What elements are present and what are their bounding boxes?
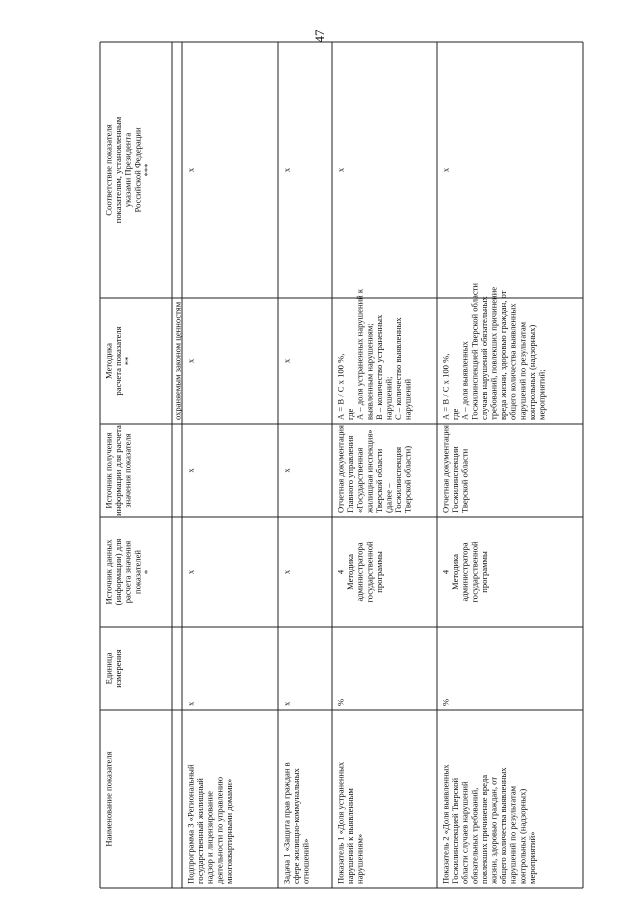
table-cell-line: требований, повлекших причинение xyxy=(488,286,499,420)
table-cell xyxy=(441,699,451,706)
table-cell-line: А – доля выявленных xyxy=(459,341,470,420)
header-cell-line: Российской Федерации xyxy=(132,127,143,213)
indicator-name-cell-line: многоквартирными домами» xyxy=(223,778,234,884)
header-cell-line: показателям, установленным xyxy=(113,116,124,224)
header-cell-line: Методика xyxy=(103,343,114,379)
header-cell xyxy=(104,326,133,395)
indicator-name-cell-line: деятельности по управлению xyxy=(214,776,225,884)
table-cell-line: Главного управления xyxy=(345,435,356,513)
table-cell xyxy=(441,541,489,603)
header-cell-line: Источник получения xyxy=(103,432,114,509)
table-cell-line: Методика xyxy=(345,554,356,590)
table-cell-line: х xyxy=(185,468,196,473)
table-cell xyxy=(282,358,292,363)
table-cell-line: А – доля устраненных нарушений к xyxy=(354,288,365,420)
table-cell-line: Методика xyxy=(450,554,461,590)
header-cell xyxy=(104,116,152,223)
table-cell-line: х xyxy=(281,167,292,173)
header-cell-line: показателей xyxy=(132,549,143,595)
table-cell-line: (далее – xyxy=(383,483,394,513)
indicator-name-cell-line: Подпрограмма 3 «Региональный xyxy=(185,764,196,884)
header-cell-line: измерения xyxy=(113,649,124,688)
header-cell-line: значения показателя xyxy=(122,433,133,508)
indicator-name-cell-line: нарушений к выявленным xyxy=(345,788,356,884)
indicator-name-cell xyxy=(441,764,537,885)
indicator-name-cell-line: повлекших причинение вреда xyxy=(478,774,489,884)
indicator-name-cell-line: мероприятий» xyxy=(526,831,537,884)
indicator-name-cell xyxy=(186,764,234,884)
table-cell-line: администратора xyxy=(459,542,470,602)
table-cell-line: 4 xyxy=(440,569,451,575)
continuation-cell-line: охраняемым законом ценностям xyxy=(172,301,183,420)
table-cell xyxy=(336,699,346,706)
table-cell xyxy=(282,468,292,473)
table-cell-line: государственной xyxy=(469,541,480,603)
table-cell-line: С – количество выявленных xyxy=(393,317,404,420)
table-cell xyxy=(336,541,384,603)
table-cell-line: х xyxy=(440,167,451,173)
indicator-name-cell-line: нарушений по результатам xyxy=(507,785,518,884)
page-number: 47 xyxy=(312,29,327,43)
table-cell-line: случаев нарушений обязательных xyxy=(478,296,489,420)
table-cell-line: жилищная инспекция» xyxy=(364,429,375,513)
table-cell-line: Отчетная документация xyxy=(440,425,451,513)
table-cell-line: программы xyxy=(373,551,384,593)
table-cell xyxy=(441,283,547,420)
table-cell-line: х xyxy=(185,569,196,575)
table-cell-line: Госжилинспекция xyxy=(393,446,404,513)
table-cell-line: х xyxy=(185,167,196,173)
table-cell xyxy=(282,167,292,172)
table-cell-line: Отчетная документация xyxy=(335,425,346,513)
table-cell xyxy=(186,701,196,706)
table-cell xyxy=(282,569,292,574)
header-cell-line: расчета показателя xyxy=(113,326,124,396)
table-cell-line: вреда жизни, здоровью граждан, от xyxy=(498,290,509,420)
indicator-name-cell-line: государственный жилищный xyxy=(195,778,206,884)
header-cell xyxy=(104,539,152,606)
indicator-name-cell-line: жизни, здоровью граждан, от xyxy=(488,776,499,884)
indicator-name-cell-line: Задача 1 «Защита прав граждан в xyxy=(281,762,292,884)
table-cell-line: х xyxy=(335,167,346,173)
table-cell xyxy=(186,468,196,473)
indicator-name-cell-line: контрольных (надзорных) xyxy=(517,788,528,884)
table-cell-line: выявленным нарушениям; xyxy=(364,323,375,420)
table-cell-line: х xyxy=(281,569,292,575)
table-cell-line: нарушений по результатам xyxy=(517,321,528,420)
table-cell-line: государственной xyxy=(364,541,375,603)
indicator-name-cell xyxy=(336,761,365,884)
indicator-name-cell-line: Показатель 2 «Доля выявленных xyxy=(440,764,451,884)
indicator-name-cell-line: отношений» xyxy=(300,838,311,884)
indicator-name-cell-line: Показатель 1 «Доля устраненных xyxy=(335,761,346,884)
table-cell-line: х xyxy=(281,468,292,473)
table-cell-line: В – количество устраненных xyxy=(373,314,384,420)
table-cell-line: общего количества выявленных xyxy=(507,303,518,420)
table-cell-line: нарушений; xyxy=(383,376,394,420)
table-cell-line: нарушений xyxy=(402,378,413,420)
table-cell-line: программы xyxy=(478,551,489,593)
header-cell-line: Источник данных xyxy=(103,539,114,605)
table-cell xyxy=(282,701,292,706)
table-cell-line: Тверской области xyxy=(373,448,384,513)
header-cell-line: (информации) для xyxy=(113,538,124,606)
table-cell-line: где xyxy=(450,408,461,420)
table-cell-line: % xyxy=(335,698,346,706)
table-cell-line: Тверской области xyxy=(459,448,470,513)
table-cell xyxy=(336,167,346,172)
table-cell-line: х xyxy=(185,701,196,706)
header-cell-line: ** xyxy=(122,356,133,366)
continuation-cell xyxy=(173,301,183,420)
header-cell xyxy=(104,649,124,687)
table-cell xyxy=(441,167,451,172)
indicator-name-cell-line: области случаев нарушений xyxy=(459,781,470,884)
table-cell-line: контрольных (надзорных) xyxy=(526,324,537,420)
table-cell xyxy=(441,425,470,513)
indicator-name-cell-line: Госжилинспекцией Тверской xyxy=(450,777,461,884)
header-cell xyxy=(104,751,114,846)
table-cell-line: А = В / С х 100 %, xyxy=(440,353,451,420)
table-cell-line: % xyxy=(440,698,451,706)
header-cell xyxy=(104,425,133,516)
table-cell-line: мероприятий; xyxy=(536,369,547,420)
indicator-name-cell-line: обязательных требований, xyxy=(469,787,480,884)
indicator-name-cell-line: общего количества выявленных xyxy=(498,767,509,884)
table-cell xyxy=(186,167,196,172)
table-cell xyxy=(186,569,196,574)
table-cell-line: администратора xyxy=(354,542,365,602)
table-cell-line: х xyxy=(185,358,196,364)
table-cell-line: х xyxy=(281,701,292,706)
header-cell-line: указами Президента xyxy=(122,132,133,208)
table-cell-line: где xyxy=(345,408,356,420)
header-cell-line: * xyxy=(141,569,152,575)
table-cell-line: «Государственная xyxy=(354,447,365,513)
header-cell-line: Наименование показателя xyxy=(103,751,114,847)
indicator-name-cell-line: надзор и лицензирование xyxy=(204,791,215,884)
table-cell-line: Госжилинспекцией Тверской области xyxy=(469,283,480,420)
table-cell-line: Тверской области) xyxy=(402,445,413,513)
header-cell-line: Единица xyxy=(103,652,114,685)
header-cell-line: расчета значения xyxy=(122,540,133,604)
header-cell-line: информации для расчета xyxy=(113,425,124,516)
indicator-name-cell-line: сфере жилищно-коммунальных xyxy=(291,768,302,884)
indicator-name-cell xyxy=(282,762,311,884)
table-cell-line: 4 xyxy=(335,569,346,575)
rotated-table xyxy=(104,116,547,885)
header-cell-line: Соответствие показателя xyxy=(103,124,114,216)
indicator-name-cell-line: нарушениям» xyxy=(354,833,365,884)
header-cell-line: *** xyxy=(141,163,152,177)
table-cell xyxy=(336,425,413,514)
table-cell xyxy=(186,358,196,363)
table-cell xyxy=(336,288,413,420)
table-cell-line: А = В / С х 100 %, xyxy=(335,353,346,420)
table-cell-line: Госжилинспекции xyxy=(450,446,461,513)
table-cell-line: х xyxy=(281,358,292,364)
